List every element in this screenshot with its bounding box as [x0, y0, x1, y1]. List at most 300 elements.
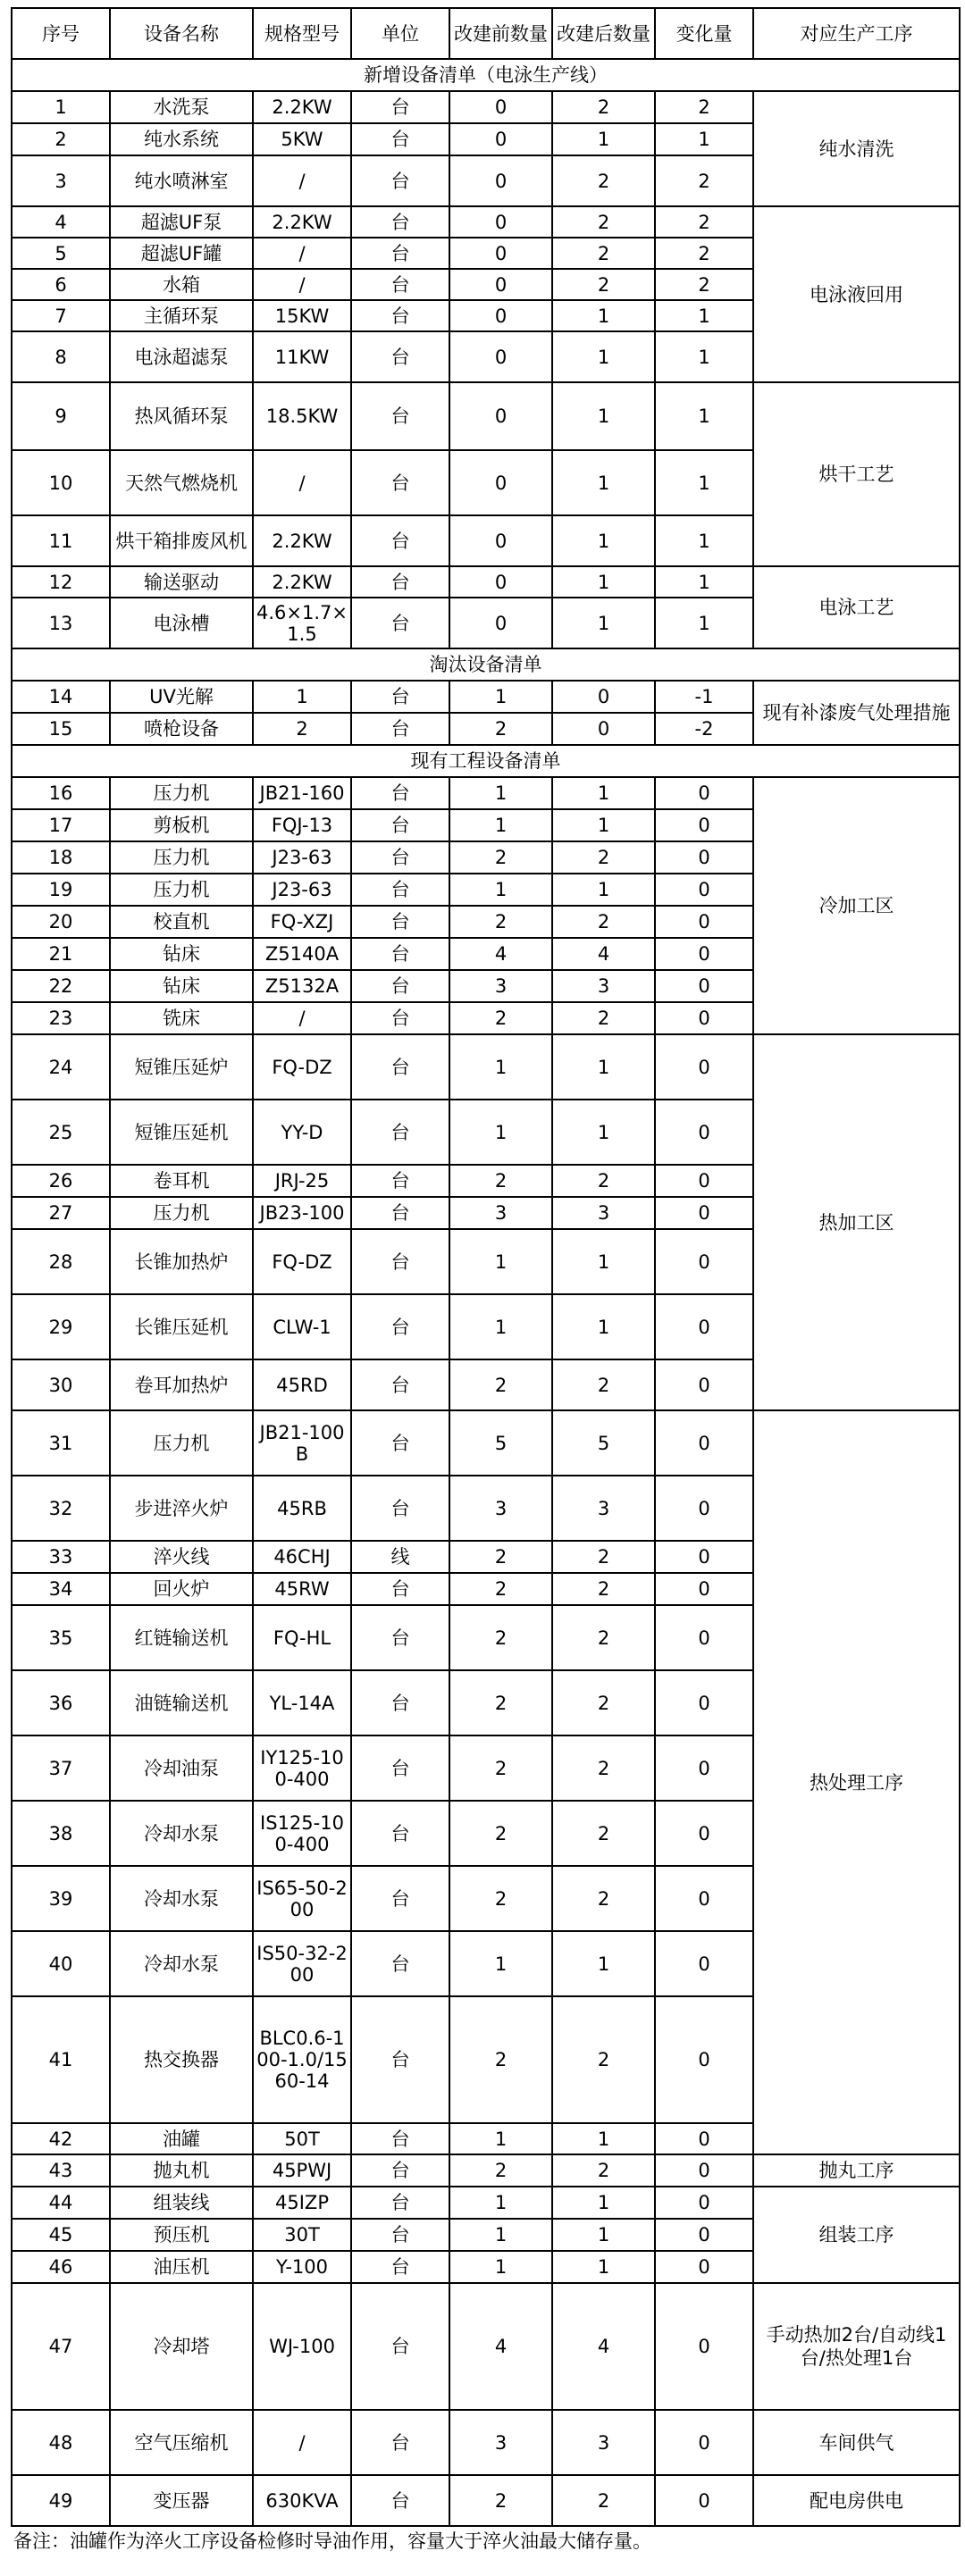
qty-change: 0 [655, 2475, 753, 2526]
equipment-name: 步进淬火炉 [110, 1476, 253, 1541]
table-row [12, 2475, 960, 2526]
qty-change: 0 [655, 1294, 753, 1359]
qty-change: 0 [655, 1866, 753, 1931]
row-number: 16 [12, 777, 110, 809]
unit: 台 [351, 2219, 449, 2251]
qty-change: 0 [655, 2187, 753, 2219]
qty-change: 0 [655, 1996, 753, 2123]
process-cell: 热处理工序 [753, 1410, 960, 2154]
spec-model: J23-63 [253, 874, 351, 906]
equipment-name: 压力机 [110, 777, 253, 809]
equipment-name: 热风循环泵 [110, 382, 253, 450]
qty-before: 3 [449, 1476, 552, 1541]
equipment-name: 回火炉 [110, 1573, 253, 1605]
equipment-name: 压力机 [110, 1410, 253, 1476]
qty-after: 1 [552, 1294, 655, 1359]
unit: 台 [351, 1229, 449, 1294]
qty-change: 0 [655, 1229, 753, 1294]
spec-model: IS50-32-200 [253, 1931, 351, 1996]
qty-change: 0 [655, 1197, 753, 1229]
row-number: 25 [12, 1100, 110, 1165]
equipment-name: 变压器 [110, 2475, 253, 2526]
qty-after: 4 [552, 2283, 655, 2410]
process-cell: 纯水清洗 [753, 91, 960, 206]
equipment-name: 热交换器 [110, 1996, 253, 2123]
row-number: 45 [12, 2219, 110, 2251]
row-number: 14 [12, 681, 110, 713]
row-number: 49 [12, 2475, 110, 2526]
qty-after: 2 [552, 1605, 655, 1670]
unit: 台 [351, 1931, 449, 1996]
equipment-table [11, 7, 961, 2555]
spec-model: JRJ-25 [253, 1165, 351, 1197]
equipment-name: 短锥压延炉 [110, 1034, 253, 1100]
spec-model: 2.2KW [253, 91, 351, 123]
spec-model: 2.2KW [253, 566, 351, 598]
equipment-name: 冷却水泵 [110, 1801, 253, 1866]
qty-before: 1 [449, 2187, 552, 2219]
unit: 台 [351, 874, 449, 906]
unit: 台 [351, 331, 449, 382]
qty-change: 0 [655, 1476, 753, 1541]
unit: 台 [351, 2475, 449, 2526]
row-number: 19 [12, 874, 110, 906]
equipment-name: 冷却油泵 [110, 1735, 253, 1801]
qty-after: 2 [552, 2475, 655, 2526]
equipment-name: 油压机 [110, 2251, 253, 2283]
row-number: 20 [12, 906, 110, 938]
row-number: 30 [12, 1359, 110, 1410]
qty-after: 2 [552, 1801, 655, 1866]
qty-before: 1 [449, 1294, 552, 1359]
unit: 台 [351, 566, 449, 598]
spec-model: JB21-160 [253, 777, 351, 809]
unit: 台 [351, 841, 449, 874]
unit: 台 [351, 1801, 449, 1866]
section-row [12, 745, 960, 777]
qty-after: 2 [552, 1670, 655, 1735]
spec-model: 630KVA [253, 2475, 351, 2526]
qty-after: 1 [552, 1100, 655, 1165]
qty-before: 0 [449, 91, 552, 123]
unit: 台 [351, 300, 449, 331]
qty-change: 0 [655, 1100, 753, 1165]
qty-after: 1 [552, 777, 655, 809]
equipment-name: 烘干箱排废风机 [110, 515, 253, 566]
spec-model: 5KW [253, 123, 351, 155]
unit: 台 [351, 515, 449, 566]
qty-change: 0 [655, 1165, 753, 1197]
qty-before: 1 [449, 2123, 552, 2154]
qty-after: 1 [552, 450, 655, 515]
equipment-name: 超滤UF罐 [110, 238, 253, 269]
qty-before: 0 [449, 331, 552, 382]
table-note: 备注：油罐作为淬火工序设备检修时导油作用，容量大于淬火油最大储存量。 [13, 2530, 651, 2552]
process-cell: 现有补漆废气处理措施 [753, 681, 960, 745]
qty-after: 1 [552, 566, 655, 598]
qty-after: 1 [552, 123, 655, 155]
row-number: 24 [12, 1034, 110, 1100]
spec-model: 15KW [253, 300, 351, 331]
equipment-name: 超滤UF泵 [110, 206, 253, 238]
qty-change: 0 [655, 2410, 753, 2475]
qty-after: 2 [552, 1573, 655, 1605]
row-number: 33 [12, 1541, 110, 1573]
equipment-name: 纯水喷淋室 [110, 155, 253, 206]
qty-after: 2 [552, 238, 655, 269]
process-cell: 电泳液回用 [753, 206, 960, 382]
qty-before: 1 [449, 1931, 552, 1996]
qty-change: 1 [655, 515, 753, 566]
spec-model: 45RD [253, 1359, 351, 1410]
qty-after: 2 [552, 1866, 655, 1931]
qty-before: 2 [449, 2154, 552, 2187]
qty-change: 0 [655, 938, 753, 970]
unit: 台 [351, 123, 449, 155]
qty-before: 1 [449, 681, 552, 713]
qty-before: 2 [449, 841, 552, 874]
spec-model: FQJ-13 [253, 809, 351, 841]
header-cell: 单位 [351, 8, 449, 59]
unit: 台 [351, 269, 449, 300]
qty-before: 0 [449, 155, 552, 206]
qty-change: 0 [655, 1670, 753, 1735]
spec-model: / [253, 450, 351, 515]
equipment-name: 压力机 [110, 841, 253, 874]
row-number: 12 [12, 566, 110, 598]
spec-model: Z5140A [253, 938, 351, 970]
qty-after: 0 [552, 713, 655, 745]
row-number: 39 [12, 1866, 110, 1931]
header-cell: 序号 [12, 8, 110, 59]
process-cell: 组装工序 [753, 2187, 960, 2283]
qty-before: 1 [449, 2219, 552, 2251]
qty-change: 0 [655, 2283, 753, 2410]
header-cell: 设备名称 [110, 8, 253, 59]
unit: 台 [351, 382, 449, 450]
qty-after: 1 [552, 1931, 655, 1996]
row-number: 31 [12, 1410, 110, 1476]
qty-after: 1 [552, 598, 655, 648]
qty-before: 2 [449, 1541, 552, 1573]
qty-change: 0 [655, 2123, 753, 2154]
qty-before: 2 [449, 1002, 552, 1034]
qty-before: 2 [449, 713, 552, 745]
equipment-name: 钻床 [110, 938, 253, 970]
unit: 台 [351, 970, 449, 1002]
equipment-name: 钻床 [110, 970, 253, 1002]
spec-model: 2.2KW [253, 206, 351, 238]
unit: 台 [351, 2187, 449, 2219]
row-number: 44 [12, 2187, 110, 2219]
qty-change: 2 [655, 238, 753, 269]
qty-change: 1 [655, 598, 753, 648]
equipment-name: 剪板机 [110, 809, 253, 841]
equipment-name: 冷却水泵 [110, 1931, 253, 1996]
qty-change: 1 [655, 123, 753, 155]
qty-after: 3 [552, 1197, 655, 1229]
equipment-name: 卷耳机 [110, 1165, 253, 1197]
qty-before: 0 [449, 123, 552, 155]
qty-before: 1 [449, 2251, 552, 2283]
qty-change: 0 [655, 777, 753, 809]
qty-before: 2 [449, 1670, 552, 1735]
qty-after: 1 [552, 382, 655, 450]
unit: 台 [351, 2251, 449, 2283]
spec-model: 1 [253, 681, 351, 713]
row-number: 38 [12, 1801, 110, 1866]
equipment-name: 主循环泵 [110, 300, 253, 331]
spec-model: FQ-DZ [253, 1229, 351, 1294]
qty-before: 2 [449, 1866, 552, 1931]
table-row [12, 681, 960, 713]
equipment-name: 长锥加热炉 [110, 1229, 253, 1294]
equipment-name: 输送驱动 [110, 566, 253, 598]
unit: 台 [351, 1197, 449, 1229]
spec-model: Z5132A [253, 970, 351, 1002]
spec-model: 50T [253, 2123, 351, 2154]
spec-model: WJ-100 [253, 2283, 351, 2410]
qty-after: 1 [552, 1229, 655, 1294]
qty-after: 5 [552, 1410, 655, 1476]
qty-change: 2 [655, 206, 753, 238]
qty-after: 0 [552, 681, 655, 713]
row-number: 15 [12, 713, 110, 745]
unit: 台 [351, 1866, 449, 1931]
qty-after: 2 [552, 841, 655, 874]
row-number: 29 [12, 1294, 110, 1359]
qty-change: 1 [655, 566, 753, 598]
qty-change: 0 [655, 1735, 753, 1801]
unit: 台 [351, 238, 449, 269]
row-number: 10 [12, 450, 110, 515]
qty-before: 3 [449, 970, 552, 1002]
qty-before: 0 [449, 382, 552, 450]
qty-before: 1 [449, 809, 552, 841]
unit: 台 [351, 938, 449, 970]
qty-before: 2 [449, 1165, 552, 1197]
qty-before: 2 [449, 1573, 552, 1605]
spec-model: / [253, 1002, 351, 1034]
qty-change: -1 [655, 681, 753, 713]
qty-change: 0 [655, 1034, 753, 1100]
equipment-name: 天然气燃烧机 [110, 450, 253, 515]
qty-change: 0 [655, 1931, 753, 1996]
spec-model: 18.5KW [253, 382, 351, 450]
qty-after: 1 [552, 809, 655, 841]
unit: 台 [351, 809, 449, 841]
qty-before: 2 [449, 906, 552, 938]
equipment-name: 油链输送机 [110, 1670, 253, 1735]
section-row [12, 648, 960, 681]
qty-after: 1 [552, 2123, 655, 2154]
qty-change: 0 [655, 906, 753, 938]
spec-model: YL-14A [253, 1670, 351, 1735]
equipment-name: 电泳槽 [110, 598, 253, 648]
qty-before: 2 [449, 1996, 552, 2123]
row-number: 43 [12, 2154, 110, 2187]
row-number: 42 [12, 2123, 110, 2154]
spec-model: / [253, 155, 351, 206]
spec-model: IS125-100-400 [253, 1801, 351, 1866]
qty-before: 0 [449, 515, 552, 566]
header-cell: 对应生产工序 [753, 8, 960, 59]
qty-change: 0 [655, 1605, 753, 1670]
qty-change: 0 [655, 1410, 753, 1476]
equipment-name: 预压机 [110, 2219, 253, 2251]
equipment-name: 空气压缩机 [110, 2410, 253, 2475]
table-row [12, 2283, 960, 2410]
qty-change: 0 [655, 2219, 753, 2251]
spec-model: JB23-100 [253, 1197, 351, 1229]
spec-model: / [253, 238, 351, 269]
unit: 台 [351, 777, 449, 809]
row-number: 22 [12, 970, 110, 1002]
unit: 台 [351, 2154, 449, 2187]
unit: 台 [351, 1670, 449, 1735]
equipment-name: 压力机 [110, 874, 253, 906]
table-row [12, 91, 960, 123]
qty-before: 2 [449, 1359, 552, 1410]
row-number: 6 [12, 269, 110, 300]
table-row [12, 206, 960, 238]
qty-after: 2 [552, 91, 655, 123]
row-number: 1 [12, 91, 110, 123]
equipment-name: 卷耳加热炉 [110, 1359, 253, 1410]
qty-after: 2 [552, 2154, 655, 2187]
unit: 台 [351, 1100, 449, 1165]
qty-after: 2 [552, 269, 655, 300]
qty-before: 2 [449, 1801, 552, 1866]
qty-after: 3 [552, 2410, 655, 2475]
unit: 台 [351, 2283, 449, 2410]
row-number: 8 [12, 331, 110, 382]
spec-model: 11KW [253, 331, 351, 382]
row-number: 11 [12, 515, 110, 566]
qty-after: 1 [552, 2187, 655, 2219]
spec-model: 45IZP [253, 2187, 351, 2219]
equipment-name: 铣床 [110, 1002, 253, 1034]
qty-before: 1 [449, 1100, 552, 1165]
row-number: 7 [12, 300, 110, 331]
qty-change: 0 [655, 809, 753, 841]
spec-model: / [253, 269, 351, 300]
equipment-name: 冷却水泵 [110, 1866, 253, 1931]
unit: 台 [351, 1359, 449, 1410]
qty-change: 0 [655, 1359, 753, 1410]
process-cell: 电泳工艺 [753, 566, 960, 648]
process-cell: 抛丸工序 [753, 2154, 960, 2187]
row-number: 17 [12, 809, 110, 841]
unit: 台 [351, 2410, 449, 2475]
qty-before: 0 [449, 269, 552, 300]
qty-after: 4 [552, 938, 655, 970]
spec-model: FQ-XZJ [253, 906, 351, 938]
row-number: 35 [12, 1605, 110, 1670]
spec-model: Y-100 [253, 2251, 351, 2283]
equipment-name: 长锥压延机 [110, 1294, 253, 1359]
qty-change: -2 [655, 713, 753, 745]
qty-before: 4 [449, 2283, 552, 2410]
unit: 台 [351, 450, 449, 515]
unit: 台 [351, 1573, 449, 1605]
spec-model: YY-D [253, 1100, 351, 1165]
qty-after: 2 [552, 1165, 655, 1197]
table-row [12, 382, 960, 450]
qty-after: 2 [552, 1996, 655, 2123]
header-cell: 变化量 [655, 8, 753, 59]
row-number: 34 [12, 1573, 110, 1605]
qty-after: 1 [552, 515, 655, 566]
qty-before: 2 [449, 1735, 552, 1801]
qty-after: 1 [552, 874, 655, 906]
header-cell: 改建前数量 [449, 8, 552, 59]
unit: 台 [351, 1034, 449, 1100]
row-number: 5 [12, 238, 110, 269]
qty-before: 0 [449, 300, 552, 331]
unit: 台 [351, 906, 449, 938]
qty-after: 1 [552, 331, 655, 382]
qty-change: 0 [655, 841, 753, 874]
process-cell: 冷加工区 [753, 777, 960, 1034]
qty-after: 2 [552, 1541, 655, 1573]
spec-model: 45RB [253, 1476, 351, 1541]
spec-model: 4.6×1.7×1.5 [253, 598, 351, 648]
qty-after: 3 [552, 970, 655, 1002]
unit: 台 [351, 1735, 449, 1801]
qty-before: 2 [449, 2475, 552, 2526]
qty-change: 1 [655, 331, 753, 382]
unit: 台 [351, 1294, 449, 1359]
table-row [12, 2154, 960, 2187]
row-number: 3 [12, 155, 110, 206]
unit: 台 [351, 598, 449, 648]
spec-model: 2 [253, 713, 351, 745]
qty-change: 0 [655, 970, 753, 1002]
section-title: 新增设备清单（电泳生产线） [12, 59, 960, 91]
process-cell: 手动热加2台/自动线1台/热处理1台 [753, 2283, 960, 2410]
qty-change: 0 [655, 2154, 753, 2187]
qty-change: 1 [655, 450, 753, 515]
qty-before: 1 [449, 777, 552, 809]
qty-after: 2 [552, 906, 655, 938]
qty-change: 1 [655, 382, 753, 450]
table-row [12, 1034, 960, 1100]
equipment-name: 短锥压延机 [110, 1100, 253, 1165]
qty-after: 2 [552, 1359, 655, 1410]
spec-model: J23-63 [253, 841, 351, 874]
process-cell: 烘干工艺 [753, 382, 960, 566]
spec-model: IS65-50-200 [253, 1866, 351, 1931]
spec-model: IY125-100-400 [253, 1735, 351, 1801]
unit: 台 [351, 713, 449, 745]
row-number: 32 [12, 1476, 110, 1541]
equipment-name: 水洗泵 [110, 91, 253, 123]
spec-model: 45PWJ [253, 2154, 351, 2187]
row-number: 40 [12, 1931, 110, 1996]
row-number: 13 [12, 598, 110, 648]
equipment-name: 纯水系统 [110, 123, 253, 155]
qty-after: 2 [552, 1735, 655, 1801]
table-body [12, 8, 960, 2555]
unit: 台 [351, 1476, 449, 1541]
note-row [12, 2526, 960, 2555]
equipment-name: 水箱 [110, 269, 253, 300]
equipment-name: UV光解 [110, 681, 253, 713]
unit: 线 [351, 1541, 449, 1573]
process-cell: 配电房供电 [753, 2475, 960, 2526]
qty-change: 0 [655, 1541, 753, 1573]
